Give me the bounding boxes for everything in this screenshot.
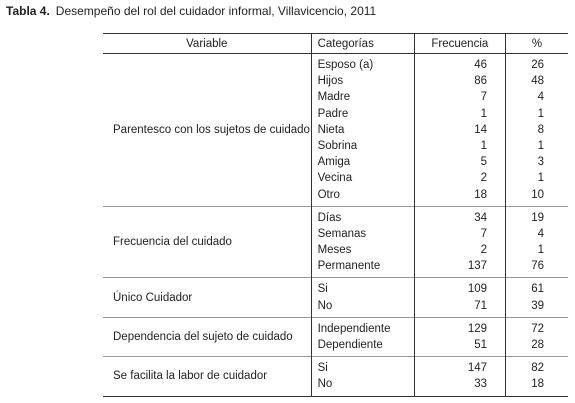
category-value: Esposo (a) xyxy=(317,59,374,71)
category-cell xyxy=(311,206,414,278)
frequency-value: 147 xyxy=(467,362,487,375)
category-value: No xyxy=(317,378,333,391)
frequency-value: 71 xyxy=(474,299,487,312)
frequency-value: 109 xyxy=(467,283,487,296)
frequency-value: 18 xyxy=(474,188,487,201)
frequency-cell xyxy=(414,54,505,207)
table-row xyxy=(103,206,568,278)
percent-value: 82 xyxy=(531,362,544,375)
category-value: Si xyxy=(317,362,328,375)
percent-value: 48 xyxy=(531,75,544,88)
frequency-value: 1 xyxy=(480,139,487,152)
frequency-value: 1 xyxy=(480,107,487,120)
header-categorias: Categorías xyxy=(311,34,414,54)
percent-value: 8 xyxy=(537,123,544,136)
table-caption xyxy=(6,4,376,18)
category-value: Vecina xyxy=(317,172,353,185)
category-value: Dependiente xyxy=(317,339,383,351)
percent-value: 39 xyxy=(531,299,544,312)
variable-cell: Dependencia del sujeto de cuidado xyxy=(103,317,311,356)
table-title: Desempeño del rol del cuidador informal, Villavicencio, 2011 xyxy=(55,4,377,18)
percent-value: 72 xyxy=(531,322,544,335)
category-value: Padre xyxy=(317,107,349,120)
frequency-value: 2 xyxy=(480,244,487,257)
category-cell xyxy=(311,317,414,356)
frequency-cell xyxy=(414,206,505,278)
variable-cell: Único Cuidador xyxy=(103,278,311,317)
percent-value: 76 xyxy=(531,260,544,273)
table-row xyxy=(103,278,568,317)
category-value: Meses xyxy=(317,244,352,257)
percent-value: 19 xyxy=(531,211,544,224)
percent-cell xyxy=(506,317,569,356)
frequency-value: 34 xyxy=(474,211,487,224)
frequency-value: 86 xyxy=(474,75,487,88)
category-value: Permanente xyxy=(317,260,381,273)
percent-cell xyxy=(506,54,569,207)
data-table xyxy=(103,33,568,397)
category-value: Sobrina xyxy=(317,139,358,152)
header-frecuencia: Frecuencia xyxy=(414,34,505,54)
percent-value: 1 xyxy=(537,107,544,120)
table-number: Tabla 4. xyxy=(6,4,50,18)
frequency-value: 46 xyxy=(474,59,487,71)
variable-cell: Se facilita la labor de cuidador xyxy=(103,357,311,396)
header-percent: % xyxy=(506,34,569,54)
percent-value: 10 xyxy=(531,188,544,201)
frequency-cell xyxy=(414,278,505,317)
percent-cell xyxy=(506,278,569,317)
percent-value: 28 xyxy=(531,339,544,351)
percent-value: 26 xyxy=(531,59,544,71)
category-value: Amiga xyxy=(317,156,351,169)
category-value: Otro xyxy=(317,188,340,201)
frequency-value: 7 xyxy=(480,91,487,104)
category-cell xyxy=(311,278,414,317)
frequency-value: 33 xyxy=(474,378,487,391)
percent-value: 3 xyxy=(537,156,544,169)
category-value: Independiente xyxy=(317,322,391,335)
table-body xyxy=(103,54,568,397)
frequency-value: 51 xyxy=(474,339,487,351)
table-row xyxy=(103,317,568,356)
percent-value: 1 xyxy=(537,139,544,152)
category-value: Nieta xyxy=(317,123,345,136)
frequency-value: 129 xyxy=(467,322,487,335)
category-cell xyxy=(311,357,414,396)
header-variable: Variable xyxy=(103,34,311,54)
percent-value: 4 xyxy=(537,227,544,240)
category-value: No xyxy=(317,299,333,312)
table-row xyxy=(103,54,568,207)
percent-value: 18 xyxy=(531,378,544,391)
percent-value: 4 xyxy=(537,91,544,104)
category-cell xyxy=(311,54,414,207)
category-value: Hijos xyxy=(317,75,344,88)
variable-cell: Parentesco con los sujetos de cuidado xyxy=(113,123,310,136)
header-row xyxy=(103,34,568,54)
frequency-value: 5 xyxy=(480,156,487,169)
category-value: Si xyxy=(317,283,328,296)
table-row xyxy=(103,357,568,396)
variable-cell: Frecuencia del cuidado xyxy=(103,206,311,278)
category-value: Semanas xyxy=(317,227,367,240)
percent-value: 1 xyxy=(537,244,544,257)
percent-cell xyxy=(506,357,569,396)
category-value: Días xyxy=(317,211,342,224)
frequency-cell xyxy=(414,357,505,396)
frequency-value: 137 xyxy=(467,260,487,273)
frequency-value: 14 xyxy=(474,123,487,136)
frequency-value: 2 xyxy=(480,172,487,185)
frequency-cell xyxy=(414,317,505,356)
percent-value: 1 xyxy=(537,172,544,185)
category-value: Madre xyxy=(317,91,351,104)
frequency-value: 7 xyxy=(480,227,487,240)
percent-cell xyxy=(506,206,569,278)
percent-value: 61 xyxy=(531,283,544,296)
